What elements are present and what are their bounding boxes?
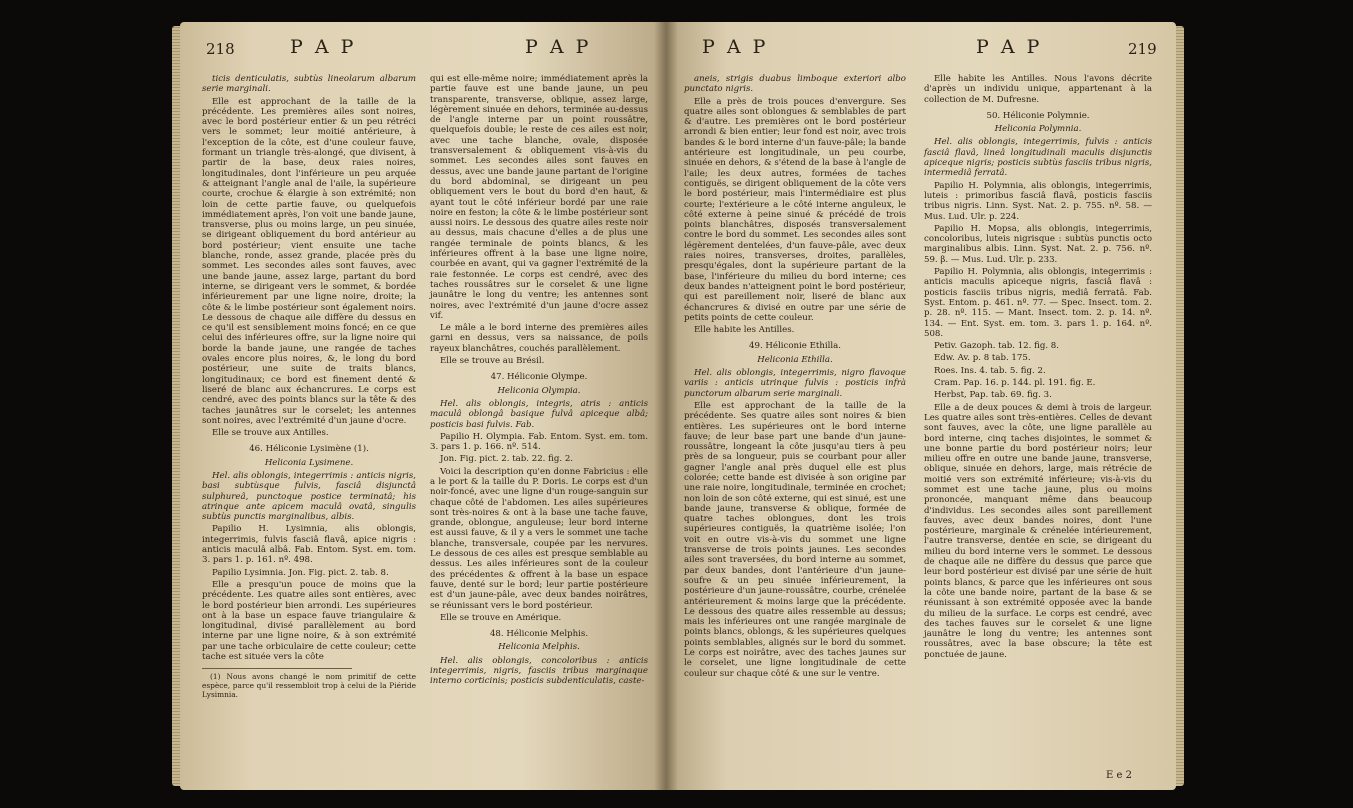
right-running-head-2: P A P bbox=[976, 36, 1043, 58]
paragraph: Elle a près de trois pouces d'envergure. Ses quatre ailes sont oblongues & semblables de part & d'autre. Les premières ont le bord postérieur arrondi & bien entier; leur fond est noir, avec trois bandes & le bord interne d'un fauve-pâle; la bande antérieure est longitudinale, un peu courbe, sinuée en dehors, & s'étend de la base à l'angle de l'aile; les deux autres, formées de taches contiguës, se dirigent obliquement de la côte vers le bord postérieur, mais l'intermédiaire est plus courte; l'extérieure a le côté interne anguleux, le côté externe à peine sinué & précédé de trois points blanchâtres, disposés transversalement contre le bord du sommet. Les secondes ailes sont légèrement dentelées, d'un fauve-pâle, avec deux raies noires, transverses, droites, parallèles, presqu'égales, dont la supérieure partant de la base, l'inférieure du milieu du bord interne; ces deux bandes n'atteignent point le bord postérieur, qui est pareillement noir, liseré de blanc aux échancrures & divisé en outre par une série de petits points de cette couleur. bbox=[684, 96, 906, 323]
paragraph: Elle habite les Antilles. bbox=[694, 325, 795, 336]
reference-entry: Papilio H. Olympia. Fab. Entom. Syst. em. tom. 3. pars 1. p. 166. nº. 514. bbox=[430, 431, 648, 453]
paragraph: Elle se trouve au Brésil. bbox=[440, 356, 545, 367]
reference-entry: Roes. Ins. 4. tab. 5. fig. 2. bbox=[934, 365, 1046, 376]
species-name: Heliconia Ethilla. bbox=[757, 354, 833, 365]
reference-entry: Papilio H. Polymnia, alis oblongis, integerrimis : anticis maculis apiceque nigris, fasciâ flavâ : posticis fasciis tribus nigris, mediâ ferratâ. Fab. Syst. Entom. p. 461. nº. 77. — Spec. Insect. tom. 2. p. 28. nº. 115. — Mant. Insect. tom. 2. p. 14. nº. 134. — Ent. Syst. em. tom. 3. pars 1. p. 164. nº. 508. bbox=[924, 267, 1152, 339]
left-column-2 bbox=[430, 74, 648, 689]
right-column-1 bbox=[684, 74, 906, 681]
latin-diagnosis: Hel. alis oblongis, integerrimis : anticis nigris, basi subtùsque fulvis, fasciâ disjunctâ sulphureâ, punctoque postice terminatâ; his atrinque ante apicem maculâ ovatâ, singulis subtùs punctis marginalibus, albis. bbox=[202, 470, 416, 523]
left-page bbox=[180, 22, 666, 790]
right-page bbox=[666, 22, 1176, 790]
right-running-head-1: P A P bbox=[702, 36, 769, 58]
right-column-2 bbox=[924, 74, 1152, 662]
left-running-head-2: P A P bbox=[525, 36, 592, 58]
latin-diagnosis: Hel. alis oblongis, concoloribus : anticis integerrimis, nigris, fasciis tribus marginaque interno corticinis; posticis subdenticulatis, caste- bbox=[430, 655, 648, 687]
signature-mark: E e 2 bbox=[1106, 770, 1132, 781]
section-heading: 46. Héliconie Lysimène (1). bbox=[249, 444, 369, 455]
reference-entry: Jon. Fig. pict. 2. tab. 22. fig. 2. bbox=[440, 454, 574, 465]
latin-diagnosis: Hel. alis oblongis, integris, atris : anticis maculâ oblongâ basique fulvâ apiceque albâ; posticis basi fulvis. Fab. bbox=[430, 398, 648, 430]
section-heading: 47. Héliconie Olympe. bbox=[490, 372, 588, 383]
left-running-head-1: P A P bbox=[290, 36, 357, 58]
paragraph: Elle est approchant de la taille de la précédente. Les premières ailes sont noires, avec le bord postérieur entier & un peu rétréci vers le sommet; leur moitié antérieure, à l'exception de la côte, est d'une couleur fauve, formant un triangle très-alongé, que divisent, à partir de la base, deux raies noires, longitudinales, dont l'inférieure un peu arquée & atteignant l'angle anal de l'aile, la supérieure courte, crochue & élargie à son extrémité; non loin de cette partie fauve, ou quelquefois immédiatement après, l'on voit une bande jaune, transverse, plus ou moins large, un peu sinuée, se dirigeant obliquement du bord antérieur au bord postérieur; vient ensuite une tache blanche, ronde, assez grande, placée près du sommet. Les secondes ailes sont fauves, avec une bande jaune, assez large, partant du bord interne, se dirigeant vers le sommet, & bordée inférieurement par une ligne noire, droite; la côte & le limbe postérieur sont également noirs. Le dessous de chaque aile diffère du dessus en ce qu'il est sensiblement moins foncé; en ce que celui des inférieures offre, sur la ligne noire qui borde la bande jaune, une rangée de taches ovales encore plus noires, &, le long du bord postérieur, une suite de traits blancs, longitudinaux; ce bord est finement denté & liseré de blanc aux échancrures. Le corps est cendré, avec des points blancs sur la tête & des taches jaunâtres sur le corselet; les antennes sont noires, avec l'extrémité d'un jaune d'ocre. bbox=[202, 96, 416, 426]
species-name: Heliconia Melphis. bbox=[498, 642, 580, 653]
section-heading: 49. Héliconie Ethilla. bbox=[749, 341, 841, 352]
book-gutter bbox=[654, 22, 678, 790]
reference-entry: Papilio H. Mopsa, alis oblongis, integerrimis, concoloribus, luteis nigrisque : subtùs punctis octo marginalibus albis. Linn. Syst. Nat. 2. p. 756. nº. 59. β. — Mus. Lud. Ulr. p. 233. bbox=[924, 223, 1152, 265]
latin-diagnosis: Hel. alis oblongis, integerrimis, fulvis : anticis fasciâ flavâ, lineâ longitudinali maculis disjunctis apiceque nigris; posticis subtùs fasciis tribus nigris, intermediâ ferratâ. bbox=[924, 137, 1152, 179]
paragraph: Elle se trouve aux Antilles. bbox=[212, 428, 329, 439]
species-name: Heliconia Polymnia. bbox=[994, 124, 1082, 135]
section-heading: 50. Héliconie Polymnie. bbox=[986, 110, 1090, 121]
paragraph: Elle a presqu'un pouce de moins que la précédente. Les quatre ailes sont entières, avec le bord postérieur bien arrondi. Les supérieures ont à la base un espace fauve triangulaire & longitudinal, divisé parallèlement au bord interne par une ligne noire, & à son extrémité par une tache orbiculaire de cette couleur; cette tache est située vers la côte bbox=[202, 579, 416, 663]
latin-diagnosis: aneis, strigis duabus limboque exteriori albo punctato nigris. bbox=[684, 74, 906, 95]
reference-entry: Herbst, Pap. tab. 69. fig. 3. bbox=[934, 390, 1052, 401]
paragraph: Elle a de deux pouces & demi à trois de largeur. Les quatre ailes sont très-entières. Celles de devant sont fauves, avec la côte, une ligne parallèle au bord interne, cinq taches disjointes, le sommet & une bonne partie du bord postérieur noirs; leur milieu offre en outre une bande jaune, transverse, oblique, sinuée en dehors, large, mais rétrécie de moitié vers son extrémité inférieure; vis-à-vis du sommet est une tache jaune, plus ou moins prononcée, manquant même dans beaucoup d'individus. Les secondes ailes sont pareillement fauves, avec deux bandes noires, dont l'une postérieure, marginale & crénelée intérieurement, l'autre transverse, dentée en scie, se dirigeant du milieu du bord interne vers le sommet. Le dessous de chaque aile ne diffère du dessus que parce que leur bord postérieur est divisé par une série de huit points blancs, & parce que les inférieures ont sous la côte une bande noire, partant de la base & se réunissant à son extrémité opposée avec la bande du milieu de la surface. Le corps est cendré, avec des taches fauves sur le corselet & une ligne jaunâtre le long du ventre; les antennes sont roussâtres, avec la base obscure; la tête est ponctuée de jaune. bbox=[924, 402, 1152, 660]
reference-entry: Papilio H. Lysimnia, alis oblongis, integerrimis, fulvis fasciâ flavâ, apice nigris : anticis maculâ albâ. Fab. Entom. Syst. em. tom. 3. pars 1. p. 161. nº. 498. bbox=[202, 524, 416, 566]
paragraph: Elle est approchant de la taille de la précédente. Ses quatre ailes sont noires & bien entières. Les supérieures ont le bord interne fauve; de leur base part une bande d'un jaune-roussâtre, longeant la côte jusqu'au tiers à peu près de sa longueur, puis se courbant pour aller gagner l'angle anal près duquel elle est plus colorée; cette bande est divisée à son origine par une raie noire, longitudinale, terminée en crochet; non loin de son côté externe, qui est sinué, est une bande jaune, transverse & oblique, formée de quatre taches oblongues, dont les trois supérieures contiguës, la quatrième isolée; l'on voit en outre vis-à-vis du sommet une ligne transverse de trois points jaunes. Les secondes ailes sont traversées, du bord interne au sommet, par deux bandes, dont l'antérieure d'un jaune-soufre & un peu sinuée inférieurement, la postérieure d'un jaune-roussâtre, courbe, crénelée antérieurement & moins large que la précédente. Le dessous des quatre ailes ressemble au dessus; mais les inférieures ont une rangée marginale de points blancs, oblongs, & les supérieures quelques points semblables, alignés sur le bord du sommet. Le corps est noirâtre, avec des taches jaunes sur le corselet, une ligne longitudinale de cette couleur sur chaque côté & une sur le ventre. bbox=[684, 400, 906, 679]
species-name: Heliconia Lysimene. bbox=[264, 457, 354, 468]
left-column-1 bbox=[202, 74, 416, 701]
reference-entry: Petiv. Gazoph. tab. 12. fig. 8. bbox=[934, 341, 1060, 352]
reference-entry: Edw. Av. p. 8 tab. 175. bbox=[934, 353, 1031, 364]
right-page-number: 219 bbox=[1128, 40, 1157, 58]
reference-entry: Papilio H. Polymnia, alis oblongis, integerrimis, luteis : primoribus fasciâ flavâ, posticis fasciis tribus nigris. Linn. Syst. Nat. 2. p. 755. nº. 58. — Mus. Lud. Ulr. p. 224. bbox=[924, 180, 1152, 222]
reference-entry: Cram. Pap. 16. p. 144. pl. 191. fig. E. bbox=[934, 378, 1096, 389]
footnote: (1) Nous avons changé le nom primitif de cette espèce, parce qu'il ressembloit trop à celui de la Piéride Lysimnia. bbox=[202, 672, 416, 700]
species-name: Heliconia Olympia. bbox=[497, 385, 581, 396]
paragraph: qui est elle-même noire; immédiatement après la partie fauve est une bande jaune, un peu transparente, transverse, oblique, assez large, légèrement sinuée en dehors, terminée au-dessus de l'angle interne par un point roussâtre, quelquefois double; le reste de ces ailes est noir, avec une tache blanche, ovale, disposée transversalement & obliquement vis-à-vis du sommet. Les secondes ailes sont fauves en dessus, avec une bande jaune partant de l'origine du bord abdominal, se dirigeant un peu obliquement vers le bout du bord d'en haut, & ayant tout le côté inférieur bordé par une raie noire en feston; la côte & le limbe postérieur sont aussi noirs. Le dessous des quatre ailes reste noir au dessus, mais chacune d'elles a de plus une rangée terminale de points blancs, & les inférieures offrent à la base une ligne noire, courbée en avant, qui va gagner l'extrémité de la raie festonnée. Le corps est cendré, avec des taches roussâtres sur le corselet & une ligne jaunâtre le long du ventre; les antennes sont noires, avec l'extrémité d'un jaune d'ocre assez vif. bbox=[430, 74, 648, 321]
paragraph: Elle habite les Antilles. Nous l'avons décrite d'après un individu unique, appartenant à la collection de M. Dufresne. bbox=[924, 74, 1152, 105]
reference-entry: Papilio Lysimnia. Jon. Fig. pict. 2. tab. 8. bbox=[212, 567, 389, 578]
paragraph: Le mâle a le bord interne des premières ailes garni en dessus, vers sa naissance, de poils rayeux blanchâtres, couchés parallèlement. bbox=[430, 323, 648, 354]
paragraph: Voici la description qu'en donne Fabricius : elle a le port & la taille du P. Doris. Le corps est d'un noir-foncé, avec une ligne d'un rouge-sanguin sur chaque côté de l'abdomen. Les ailes supérieures sont très-noires & ont à la base une tache fauve, grande, oblongue, anguleuse; leur bord interne est aussi fauve, & il y a vers le sommet une tache blanche, transversale, coupée par les nervures. Le dessous de ces ailes est presque semblable au dessus. Les ailes inférieures sont de la couleur des précédentes & offrent à la base un espace fauve, denté sur le bord; leur partie postérieure est d'un jaune-pâle, avec deux bandes noirâtres, se réunissant vers le bord postérieur. bbox=[430, 466, 648, 611]
latin-diagnosis: Hel. alis oblongis, integerrimis, nigro flavoque variis : anticis utrinque fulvis : posticis infrà punctorum albarum serie marginali. bbox=[684, 368, 906, 399]
section-heading: 48. Héliconie Melphis. bbox=[489, 629, 589, 640]
left-page-number: 218 bbox=[206, 40, 235, 58]
paragraph: Elle se trouve en Amérique. bbox=[440, 612, 562, 623]
latin-diagnosis: ticis denticulatis, subtùs lineolarum albarum serie marginali. bbox=[202, 74, 416, 95]
